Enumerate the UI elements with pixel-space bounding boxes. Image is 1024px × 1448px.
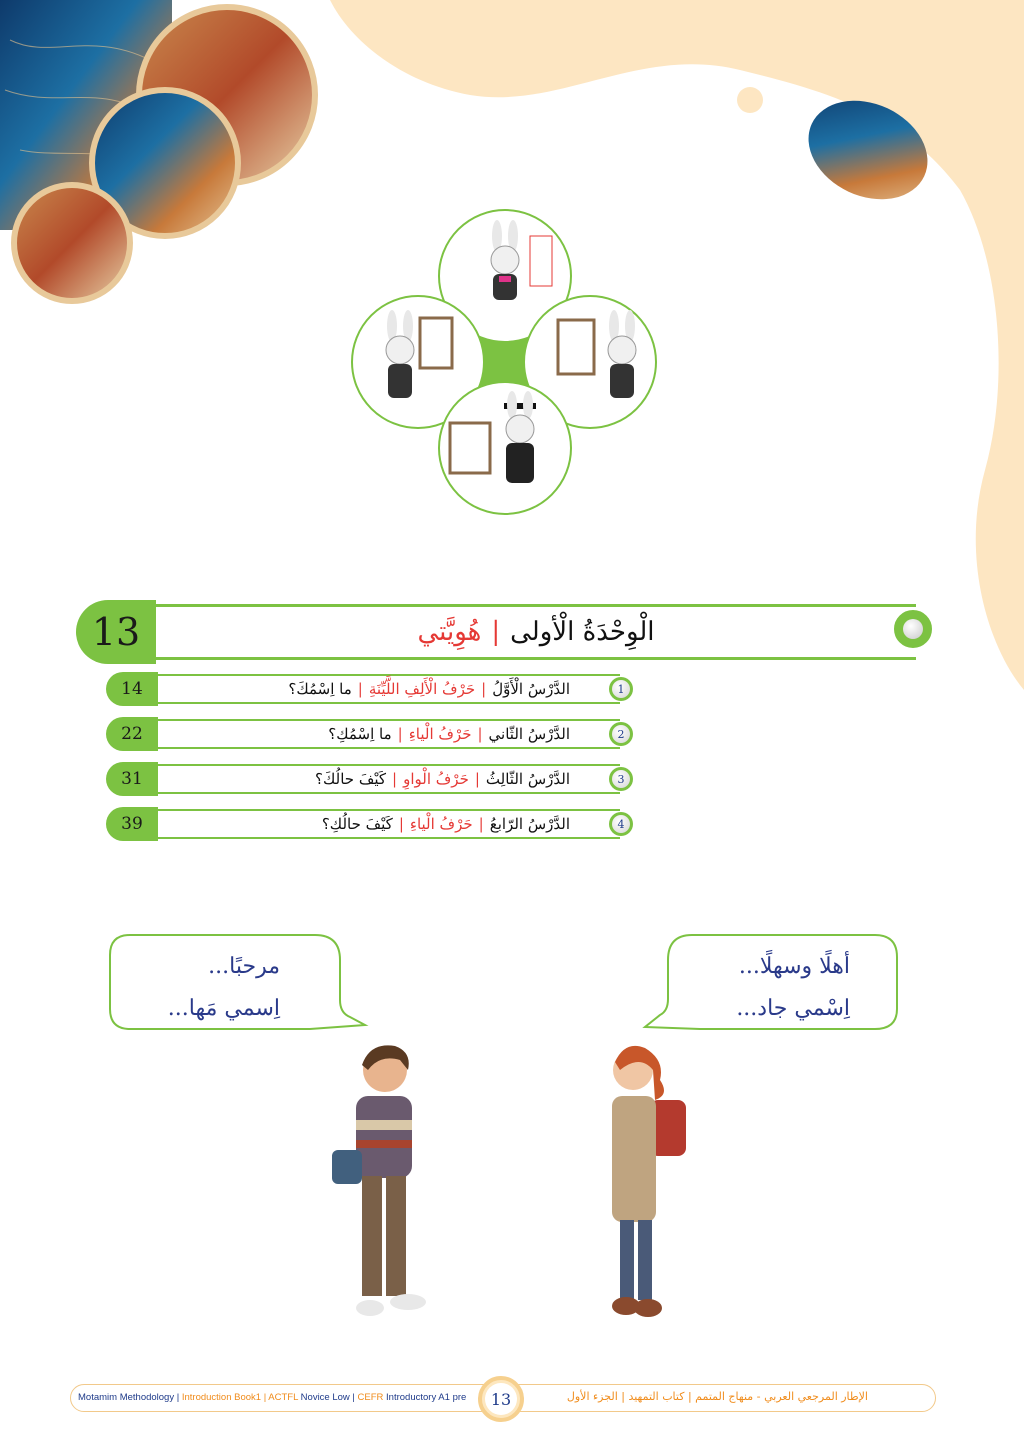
lesson-number-badge: 4 — [609, 812, 633, 836]
lesson-letter: حَرْفُ الْياءِ — [409, 815, 473, 833]
girl-figure — [612, 1046, 686, 1317]
unit-separator: | — [491, 617, 501, 647]
lesson-title: الدَّرْسُ الرّابعُ — [489, 815, 570, 833]
left-bubble-text — [150, 946, 280, 1030]
lesson-title-bar — [158, 719, 620, 749]
left-bubble-line: اِسمي مَها... — [167, 996, 280, 1021]
lesson-separator: | — [392, 770, 398, 788]
lesson-row[interactable] — [106, 807, 636, 841]
lesson-letter: حَرْفُ الْواوِ — [403, 770, 469, 788]
lesson-title-bar — [158, 764, 620, 794]
unit-name: هُوِيَّتي — [417, 617, 482, 647]
unit-page-number: 13 — [76, 600, 156, 664]
right-bubble-line: أهلًا وسهلًا... — [738, 954, 850, 979]
lesson-page-number: 31 — [106, 762, 158, 796]
right-bubble-line: اِسْمي جاد... — [736, 996, 850, 1021]
unit-title: الْوِحْدَةُ الْأولى — [510, 617, 655, 647]
lesson-separator: | — [481, 680, 487, 698]
lesson-title: الدَّرْسُ الثّاني — [488, 725, 570, 743]
lesson-title: الدَّرْسُ الثّالِثُ — [485, 770, 570, 788]
left-bubble-line: مرحبًا... — [208, 954, 280, 979]
lesson-phrase: ما اِسْمُكَ؟ — [288, 680, 352, 698]
lesson-number-badge: 3 — [609, 767, 633, 791]
lesson-row[interactable] — [106, 672, 636, 706]
lesson-title: الدَّرْسُ الْأَوَّلُ — [492, 680, 570, 698]
lesson-letter: حَرْفُ الْأَلِفِ اللَّيِّنَةِ — [368, 680, 476, 698]
cream-dot — [737, 87, 763, 113]
lesson-number-badge: 1 — [609, 677, 633, 701]
lesson-page-number: 39 — [106, 807, 158, 841]
lesson-phrase: كَيْفَ حالُكَ؟ — [315, 770, 387, 788]
lesson-separator: | — [477, 725, 483, 743]
boy-figure — [332, 1045, 426, 1316]
rabbit-lessons-illustration — [350, 208, 660, 518]
lesson-separator: | — [478, 815, 484, 833]
lesson-phrase: كَيْفَ حالُكِ؟ — [321, 815, 393, 833]
unit-title-bar — [156, 604, 916, 660]
lesson-title-bar — [158, 809, 620, 839]
right-bubble-text — [690, 946, 850, 1030]
art-circle-small — [14, 185, 130, 301]
lesson-row[interactable] — [106, 717, 636, 751]
page-number: 13 — [485, 1383, 517, 1415]
lesson-separator: | — [474, 770, 480, 788]
lesson-separator: | — [398, 815, 404, 833]
lesson-page-number: 14 — [106, 672, 158, 706]
lesson-number-badge: 2 — [609, 722, 633, 746]
lesson-separator: | — [357, 680, 363, 698]
page-number-badge — [478, 1376, 524, 1422]
unit-bullet-icon — [894, 610, 932, 648]
children-illustration — [320, 1040, 700, 1335]
lesson-phrase: ما اِسْمُكِ؟ — [328, 725, 392, 743]
footer-right-text: الإطار المرجعي العربي - منهاج المتمم | كتاب التمهيد | الجزء الأول — [566, 1390, 868, 1403]
lesson-title-bar — [158, 674, 620, 704]
unit-header[interactable] — [76, 600, 938, 664]
lesson-page-number: 22 — [106, 717, 158, 751]
lesson-row[interactable] — [106, 762, 636, 796]
lesson-letter: حَرْفُ الْياءِ — [408, 725, 472, 743]
lesson-separator: | — [397, 725, 403, 743]
footer-left-text: Motamim Methodology | Introduction Book1 | ACTFL Novice Low | CEFR Introductory A1 pre — [78, 1392, 467, 1403]
